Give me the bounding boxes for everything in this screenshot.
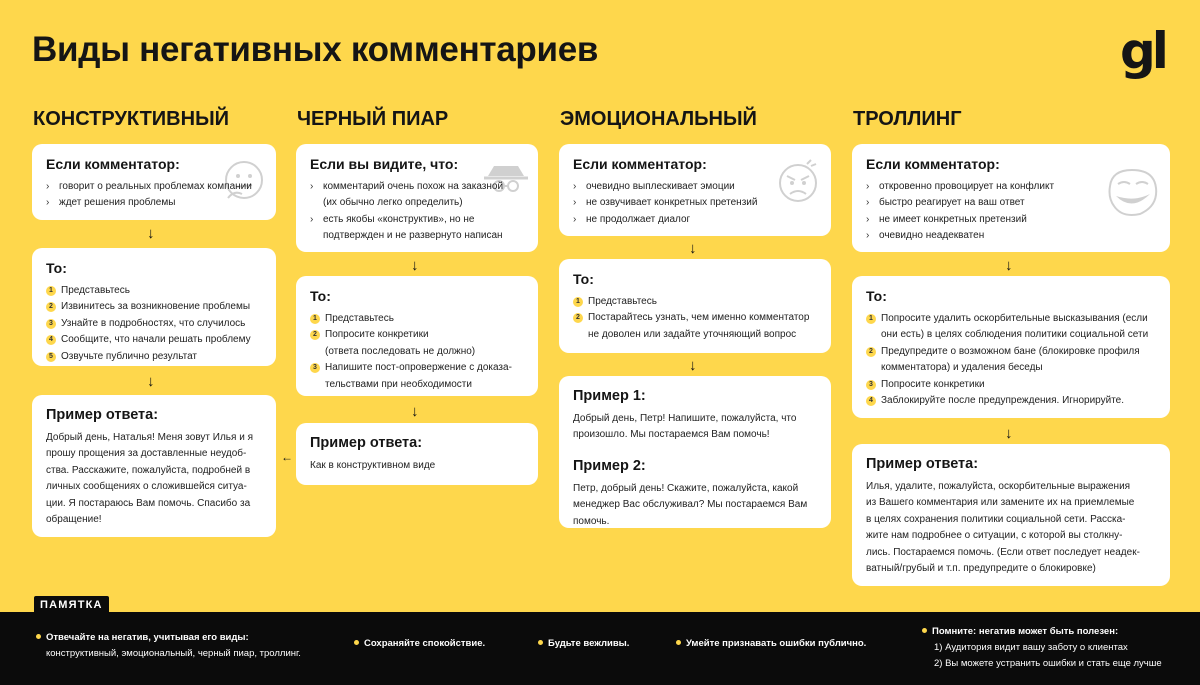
card-heading: То: xyxy=(573,271,594,287)
example-text: Как в конструктивном виде xyxy=(310,460,436,471)
list-item: › ждет решения проблемы xyxy=(46,197,176,209)
footer-tip-calm: Сохраняйте спокойствие. xyxy=(354,636,485,652)
arrow-down-icon: ↓ xyxy=(147,225,155,242)
column-title: КОНСТРУКТИВНЫЙ xyxy=(33,108,230,130)
card-heading: Пример 2: xyxy=(573,457,646,474)
action-card xyxy=(32,248,276,366)
card-heading: Пример 1: xyxy=(573,388,646,404)
list-item: 1 Представьтесь xyxy=(310,311,524,327)
example-card xyxy=(852,444,1170,586)
condition-card xyxy=(32,144,276,220)
list-item: 4 Сообщите, что начали решать проблему xyxy=(46,332,262,348)
card-heading: Если комментатор: xyxy=(46,156,180,172)
footer-tip-useful: Помните: негатив может быть полезен: 1) Аудитория видит вашу заботу о клиентах 2) Вы можете устранить ошибки и стать еще лучше xyxy=(922,624,1162,672)
action-card xyxy=(852,276,1170,418)
list-item: › говорит о реальных проблемах компании xyxy=(46,181,252,192)
arrow-down-icon: ↓ xyxy=(411,257,419,274)
example-text: Петр, добрый день! Скажите, пожалуйста, какой менеджер Вас обслуживал? Мы постараемся Вам помочь. xyxy=(573,482,808,527)
footer-tip-types: Отвечайте на негатив, учитывая его виды: конструктивный, эмоциональный, черный пиар, троллинг. xyxy=(36,630,301,662)
arrow-down-icon: ↓ xyxy=(147,373,155,390)
condition-card xyxy=(852,144,1170,252)
card-heading: Пример ответа: xyxy=(866,456,979,472)
example-card xyxy=(32,395,276,537)
list-item: › не продолжает диалог xyxy=(573,213,691,225)
list-item: 1 Представьтесь xyxy=(46,283,262,299)
logo: gl xyxy=(1120,22,1165,80)
list-item: › не имеет конкретных претензий xyxy=(866,213,1027,225)
column-title: ТРОЛЛИНГ xyxy=(853,108,962,130)
arrow-down-icon: ↓ xyxy=(1005,425,1013,442)
card-heading: То: xyxy=(46,260,67,276)
condition-card xyxy=(559,144,831,236)
list-item: 2 Постарайтесь узнать, чем именно комментатор не доволен или задайте уточняющий вопрос xyxy=(573,310,817,343)
list-item: › очевидно неадекватен xyxy=(866,230,985,242)
list-item: 3 Узнайте в подробностях, что случилось xyxy=(46,316,262,332)
example-text: Добрый день, Петр! Напишите, пожалуйста, что произошло. Мы постараемся Вам помочь! xyxy=(573,413,797,441)
card-heading: Если комментатор: xyxy=(573,156,707,172)
condition-card xyxy=(296,144,538,252)
card-heading: Пример ответа: xyxy=(46,407,159,423)
list-item: › очевидно выплескивает эмоции xyxy=(573,181,735,192)
example-card xyxy=(296,423,538,485)
footer-tip-polite: Будьте вежливы. xyxy=(538,636,629,652)
list-item: › быстро реагирует на ваш ответ xyxy=(866,197,1025,209)
list-item: 1 Представьтесь xyxy=(573,294,817,310)
list-item: 3 Напишите пост-опровержение с доказа- тельствами при необходимости xyxy=(310,360,524,393)
list-item: 5 Озвучьте публично результат xyxy=(46,349,262,365)
example-card xyxy=(559,376,831,528)
main-title: Виды негативных комментариев xyxy=(32,30,599,69)
arrow-down-icon: ↓ xyxy=(689,240,697,257)
arrow-left-icon: ← xyxy=(281,450,293,464)
list-item: 4 Заблокируйте после предупреждения. Игнорируйте. xyxy=(866,393,1156,409)
list-item: 3 Попросите конкретики xyxy=(866,377,1156,393)
footer-tip-admit: Умейте признавать ошибки публично. xyxy=(676,636,866,652)
card-heading: Если комментатор: xyxy=(866,156,1000,172)
arrow-down-icon: ↓ xyxy=(689,357,697,374)
action-card xyxy=(296,276,538,396)
list-item: 1 Попросите удалить оскорбительные высказывания (если они есть) в целях соблюдения политики социальной сети xyxy=(866,311,1156,344)
card-heading: То: xyxy=(866,288,887,304)
card-heading: Если вы видите, что: xyxy=(310,156,459,172)
arrow-down-icon: ↓ xyxy=(1005,257,1013,274)
list-item: › есть якобы «конструктив», но не подтвержден и не развернуто написан xyxy=(310,213,503,242)
memo-tag: ПАМЯТКА xyxy=(34,596,109,614)
list-item: 2 Попросите конкретики (ответа последовать не должно) xyxy=(310,327,524,360)
action-card xyxy=(559,259,831,353)
arrow-down-icon: ↓ xyxy=(411,403,419,420)
example-text: Илья, удалите, пожалуйста, оскорбительные выражения из Вашего комментария или замените их на приемлемые в целях сохранения политики социальной сети. Расска- жите нам подробнее о ситуации, с которой вы столкну- лись. Постараемся помочь. (Если ответ последует неадек- ватный/грубый и т.п. предупредите о блокировке) xyxy=(866,481,1140,575)
footer-bar xyxy=(0,612,1200,685)
list-item: 2 Предупредите о возможном бане (блокировке профиля комментатора) и удаления беседы xyxy=(866,344,1156,377)
list-item: › не озвучивает конкретных претензий xyxy=(573,197,758,209)
list-item: › комментарий очень похож на заказной (их обычно легко определить) xyxy=(310,181,504,209)
card-heading: То: xyxy=(310,288,331,304)
column-title: ЭМОЦИОНАЛЬНЫЙ xyxy=(560,108,757,130)
column-title: ЧЕРНЫЙ ПИАР xyxy=(297,108,449,130)
card-heading: Пример ответа: xyxy=(310,435,423,451)
list-item: › откровенно провоцирует на конфликт xyxy=(866,181,1055,192)
list-item: 2 Извинитесь за возникновение проблемы xyxy=(46,299,262,315)
example-text: Добрый день, Наталья! Меня зовут Илья и я прошу прощения за доставленные неудоб- ства. Расскажите, пожалуйста, подробней в личных сообщениях о сложившейся ситуа- ции. Я постараюсь Вам помочь. Спасибо за обращение! xyxy=(46,432,253,526)
